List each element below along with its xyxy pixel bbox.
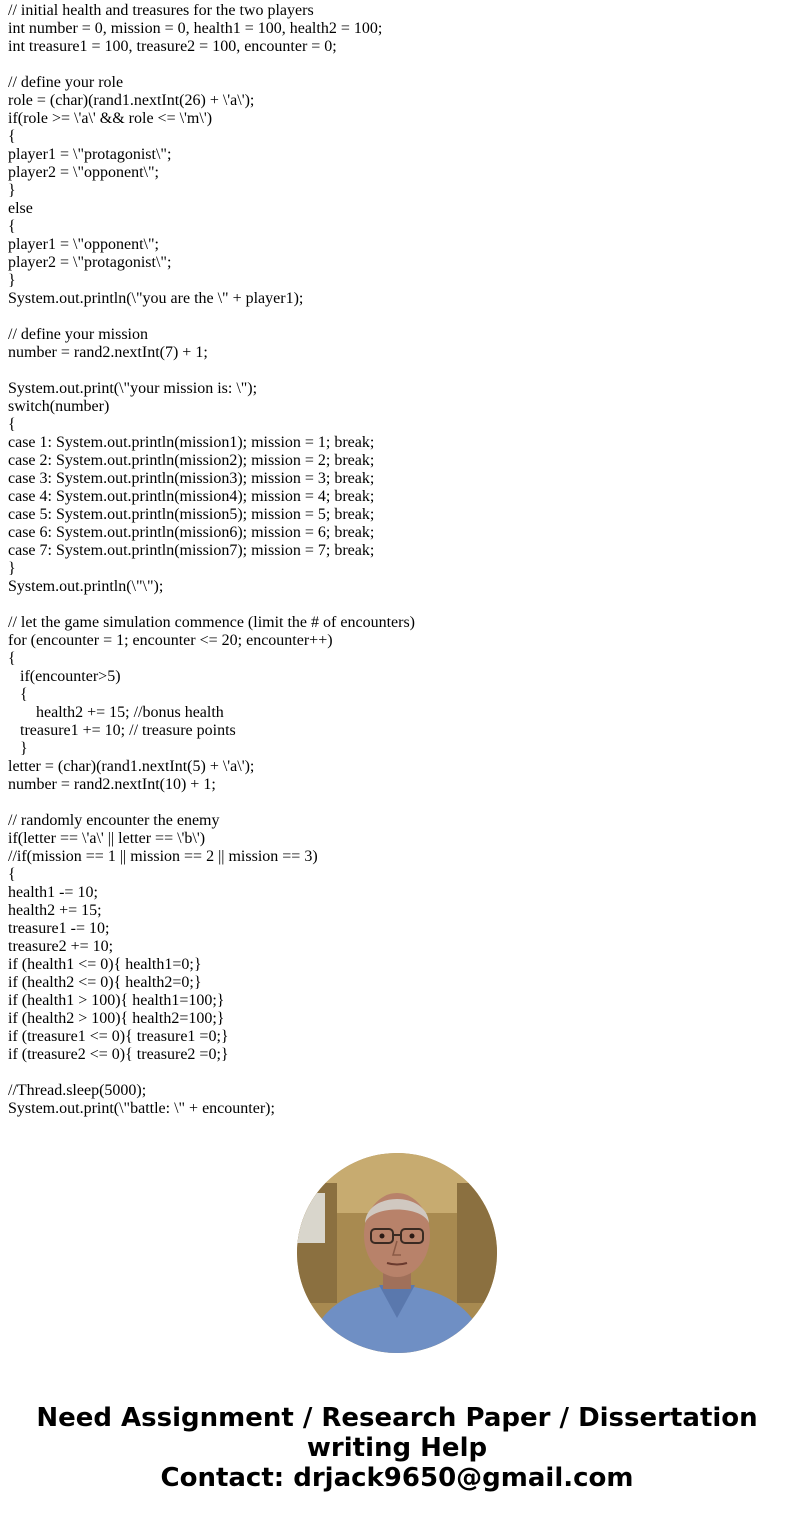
- code-line: case 3: System.out.println(mission3); mission = 3; break;: [8, 470, 375, 487]
- code-line: [8, 56, 788, 74]
- code-line: // randomly encounter the enemy: [8, 812, 220, 829]
- code-line: if(letter == \'a\' || letter == \'b\'): [8, 830, 206, 847]
- code-line: case 4: System.out.println(mission4); mission = 4; break;: [8, 488, 375, 505]
- author-photo: [297, 1153, 497, 1353]
- code-line: //if(mission == 1 || mission == 2 || mission == 3): [8, 848, 318, 865]
- code-line: health1 -= 10;: [8, 884, 98, 901]
- code-line: treasure1 += 10; // treasure points: [8, 722, 236, 739]
- code-line: for (encounter = 1; encounter <= 20; encounter++): [8, 632, 333, 649]
- code-line: if (health1 <= 0){ health1=0;}: [8, 956, 202, 973]
- promo-contact: Contact: drjack9650@gmail.com: [160, 1463, 634, 1493]
- code-line: System.out.println(\"\");: [8, 578, 164, 595]
- code-line: letter = (char)(rand1.nextInt(5) + \'a\');: [8, 758, 255, 775]
- code-line: role = (char)(rand1.nextInt(26) + \'a\');: [8, 92, 255, 109]
- code-line: // let the game simulation commence (limit the # of encounters): [8, 614, 415, 631]
- code-line: treasure1 -= 10;: [8, 920, 110, 937]
- code-line: switch(number): [8, 398, 110, 415]
- photo-wall-switch: [297, 1193, 325, 1243]
- code-line: // initial health and treasures for the two players: [8, 2, 314, 19]
- code-line: //Thread.sleep(5000);: [8, 1082, 147, 1099]
- code-listing: [8, 2, 788, 1124]
- code-line: System.out.print(\"battle: \" + encounter);: [8, 1100, 275, 1117]
- code-line: }: [8, 182, 16, 199]
- promo-line-1: Need Assignment / Research Paper / Dissertation: [36, 1403, 758, 1433]
- author-photo-image: [297, 1153, 497, 1353]
- code-line: [8, 794, 788, 812]
- code-line: [8, 596, 788, 614]
- code-line: case 1: System.out.println(mission1); mission = 1; break;: [8, 434, 375, 451]
- code-line: player1 = \"protagonist\";: [8, 146, 172, 163]
- code-line: health2 += 15;: [8, 902, 102, 919]
- code-line: {: [8, 128, 16, 145]
- code-line: if (treasure2 <= 0){ treasure2 =0;}: [8, 1046, 229, 1063]
- code-line: System.out.print(\"your mission is: \");: [8, 380, 258, 397]
- photo-backdrop-right-panel: [457, 1183, 497, 1303]
- code-line: {: [8, 218, 16, 235]
- promo-line-2: writing Help: [306, 1433, 488, 1463]
- code-line: [8, 1064, 788, 1082]
- code-line: {: [8, 650, 16, 667]
- code-line: }: [8, 740, 28, 757]
- code-line: player2 = \"protagonist\";: [8, 254, 172, 271]
- code-line: {: [8, 686, 28, 703]
- code-line: if(encounter>5): [8, 668, 121, 685]
- code-line: int treasure1 = 100, treasure2 = 100, encounter = 0;: [8, 38, 337, 55]
- code-line: if(role >= \'a\' && role <= \'m\'): [8, 110, 213, 127]
- code-line: {: [8, 866, 16, 883]
- code-line: else: [8, 200, 33, 217]
- code-line: [8, 308, 788, 326]
- code-line: number = rand2.nextInt(10) + 1;: [8, 776, 216, 793]
- code-line: treasure2 += 10;: [8, 938, 114, 955]
- code-line: }: [8, 560, 16, 577]
- code-line: if (treasure1 <= 0){ treasure1 =0;}: [8, 1028, 229, 1045]
- code-line: player1 = \"opponent\";: [8, 236, 159, 253]
- code-line: // define your mission: [8, 326, 148, 343]
- code-line: int number = 0, mission = 0, health1 = 100, health2 = 100;: [8, 20, 383, 37]
- code-line: {: [8, 416, 16, 433]
- photo-eye-left: [380, 1234, 385, 1239]
- photo-eye-right: [410, 1234, 415, 1239]
- code-line: if (health2 <= 0){ health2=0;}: [8, 974, 202, 991]
- code-line: System.out.println(\"you are the \" + player1);: [8, 290, 304, 307]
- code-line: // define your role: [8, 74, 124, 91]
- code-line: [8, 362, 788, 380]
- code-line: if (health1 > 100){ health1=100;}: [8, 992, 225, 1009]
- code-line: case 5: System.out.println(mission5); mission = 5; break;: [8, 506, 375, 523]
- code-line: player2 = \"opponent\";: [8, 164, 159, 181]
- code-line: if (health2 > 100){ health2=100;}: [8, 1010, 225, 1027]
- code-line: case 6: System.out.println(mission6); mission = 6; break;: [8, 524, 375, 541]
- promo-banner: [0, 1403, 794, 1493]
- code-line: case 7: System.out.println(mission7); mission = 7; break;: [8, 542, 375, 559]
- code-line: number = rand2.nextInt(7) + 1;: [8, 344, 208, 361]
- code-line: case 2: System.out.println(mission2); mission = 2; break;: [8, 452, 375, 469]
- code-line: health2 += 15; //bonus health: [8, 704, 224, 721]
- code-line: }: [8, 272, 16, 289]
